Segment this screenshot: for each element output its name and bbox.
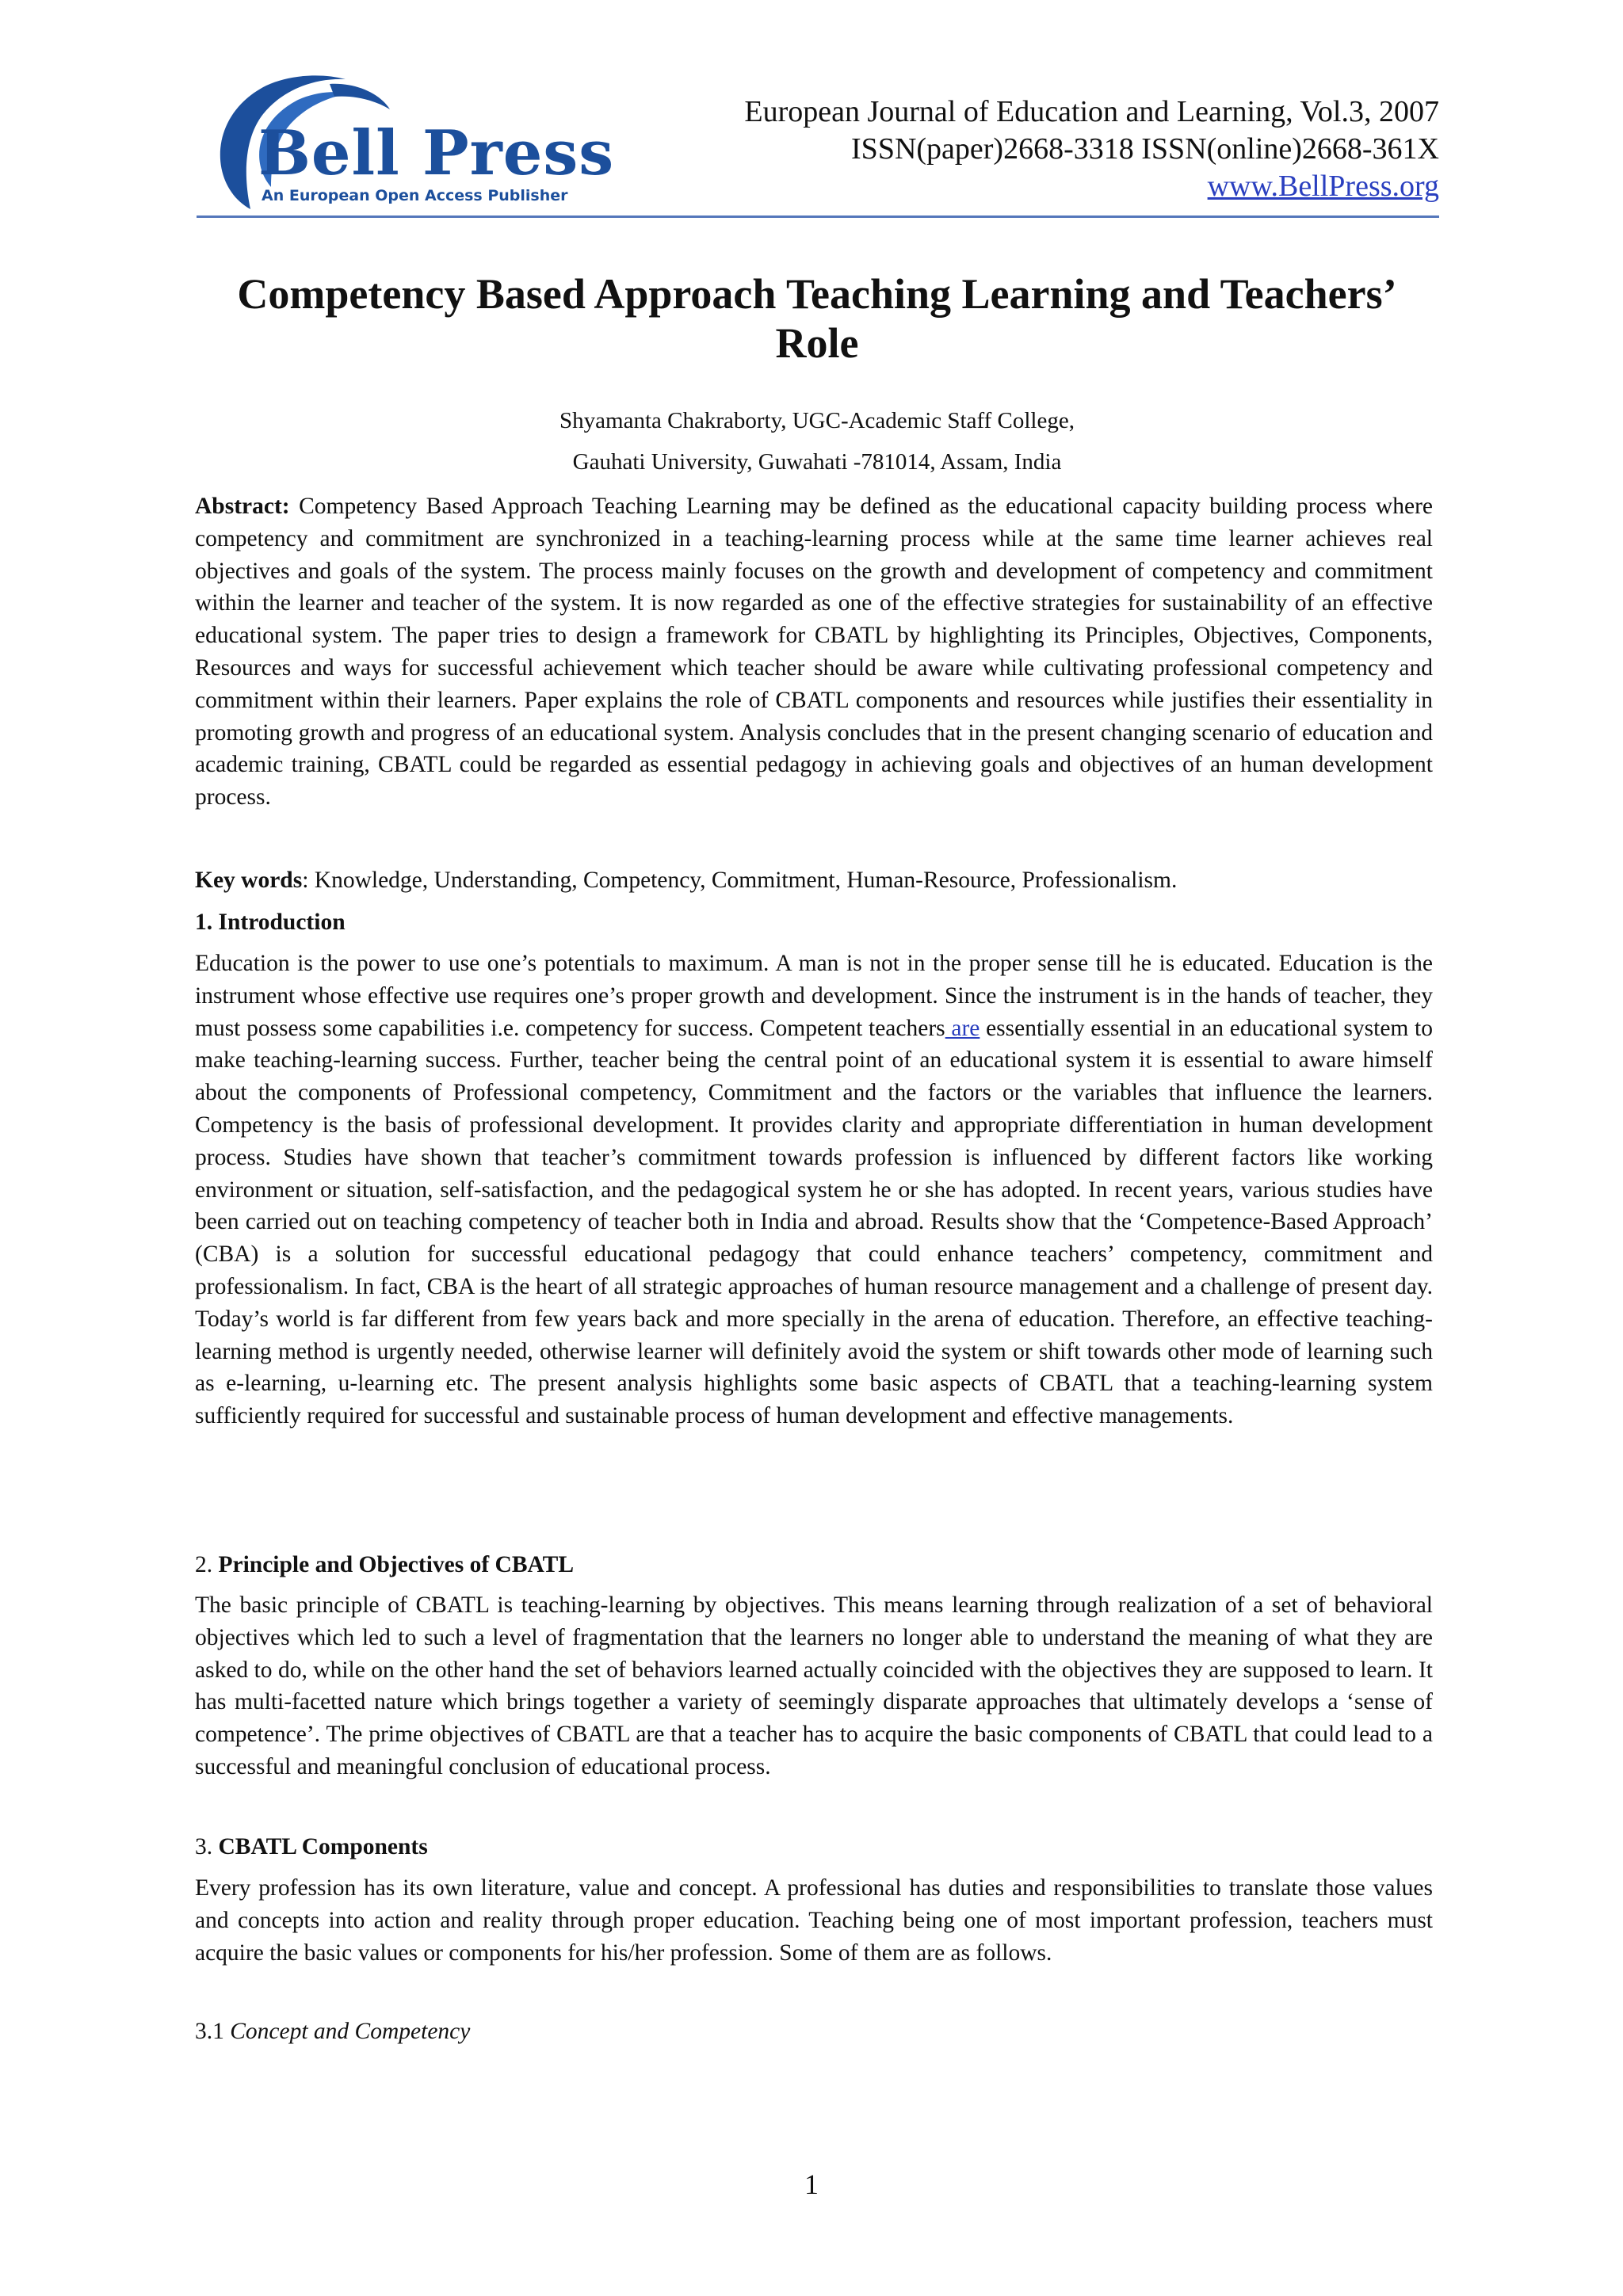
abstract-label: Abstract:: [195, 494, 290, 519]
intro-text-part-2: essentially essential in an educational system to make teaching-learning success. Further, teacher being the central point of an educational system it is essential to aware himself about the components of Professional competency, Commitment and the factors or the variables that influence the learners. Competency is the basis of professional development. It provides clarity and appropriate differentiation in human development process. Studies have shown that teacher’s commitment towards profession is influenced by different factors like working environment or situation, self-satisfaction, and the pedagogical system he or she has adopted. In recent years, various studies have been carried out on teaching competency of teacher both in India and abroad. Results show that the ‘Competence-Based Approach’ (CBA) is a solution for successful educational pedagogy that could enhance teachers’ competency, commitment and professionalism. In fact, CBA is the heart of all strategic approaches of human resource management and a challenge of present day. Today’s world is far different from few years back and more specially in the arena of education. Therefore, an effective teaching-learning method is urgently needed, otherwise learner will definitely avoid the system or shift towards other mode of learning such as e-learning, u-learning etc. The present analysis highlights some basic aspects of CBATL that a teaching-learning system sufficiently required for successful and sustainable process of human development and effective managements.: [195, 1015, 1434, 1429]
section-3-number: 3.: [195, 1834, 219, 1859]
section-2-number: 2.: [195, 1552, 219, 1577]
paper-title: [195, 269, 1439, 368]
section-heading-components: [195, 1833, 428, 1861]
issn-line: ISSN(paper)2668-3318 ISSN(online)2668-361X: [851, 132, 1439, 166]
header-divider: [197, 215, 1439, 218]
title-line-2: Role: [775, 319, 859, 367]
page-header: [195, 57, 1439, 220]
publisher-logo: [195, 68, 615, 219]
section-3-1-title: Concept and Competency: [230, 2019, 471, 2044]
title-line-1: Competency Based Approach Teaching Learning and Teachers’: [237, 270, 1397, 318]
components-paragraph: Every profession has its own literature, value and concept. A professional has duties and responsibilities to translate those values and concepts into action and reality through proper education. Teaching being one of most important profession, teachers must acquire the basic values or components for his/her profession. Some of them are as follows.: [195, 1875, 1433, 1966]
journal-title: European Journal of Education and Learning, Vol.3, 2007: [744, 95, 1439, 128]
intro-text-part-1: Education is the power to use one’s potentials to maximum. A man is not in the proper sense till he is educated. Education is the instrument whose effective use requires one’s proper growth and development. Since the instrument is in the hands of teacher, they must possess some capabilities i.e. competency for success. Competent teachers: [195, 951, 1433, 1041]
keywords-label: Key words: [195, 868, 303, 893]
author-line-1: Shyamanta Chakraborty, UGC-Academic Staff College,: [559, 408, 1075, 433]
website-link[interactable]: www.BellPress.org: [1207, 170, 1439, 203]
abstract: [195, 490, 1433, 814]
logo-name: Bell Press: [258, 117, 615, 189]
principle-paragraph: The basic principle of CBATL is teaching-learning by objectives. This means learning through realization of a set of behavioral objectives which led to such a level of fragmentation that the learners no longer able to understand the meaning of what they are asked to do, while on the other hand the set of behaviors learned actually coincided with the objectives they are supposed to learn. It has multi-facetted nature which brings together a variety of seemingly disparate approaches that ultimately develops a ‘sense of competence’. The prime objectives of CBATL are that a teacher has to acquire the basic components of CBATL that could lead to a successful and meaningful conclusion of educational process.: [195, 1592, 1433, 1779]
abstract-text: Competency Based Approach Teaching Learning may be defined as the educational capacity building process where competency and commitment are synchronized in a teaching-learning process while at the same time learner achieves real objectives and goals of the system. The process mainly focuses on the growth and development of competency and commitment within the learner and teacher of the system. It is now regarded as one of the effective strategies for sustainability of an effective educational system. The paper tries to design a framework for CBATL by highlighting its Principles, Objectives, Components, Resources and ways for successful achievement which teacher should be aware while cultivating professional competency and commitment within their learners. Paper explains the role of CBATL components and resources while justifies their essentiality in promoting growth and progress of an educational system. Analysis concludes that in the present changing scenario of education and academic training, CBATL could be regarded as essential pedagogy in achieving goals and objectives of an human development process.: [195, 494, 1433, 810]
keywords-text: : Knowledge, Understanding, Competency, Commitment, Human-Resource, Professionalism.: [302, 868, 1178, 893]
intro-link[interactable]: are: [945, 1015, 980, 1041]
section-2-title: Principle and Objectives of CBATL: [218, 1552, 574, 1577]
section-heading-principle: [195, 1550, 574, 1579]
logo-tagline: An European Open Access Publisher: [262, 187, 568, 204]
keywords: [195, 864, 1433, 897]
author-affiliation: Gauhati University, Guwahati -781014, Assam, India: [572, 449, 1062, 475]
section-heading-concept: [195, 2017, 470, 2046]
page-number: 1: [804, 2168, 819, 2200]
section-heading-introduction: 1. Introduction: [195, 910, 346, 935]
section-3-title: CBATL Components: [218, 1834, 428, 1859]
section-3-1-number: 3.1: [195, 2019, 231, 2044]
journal-info: [744, 93, 1439, 205]
introduction-paragraph: [195, 948, 1433, 1432]
